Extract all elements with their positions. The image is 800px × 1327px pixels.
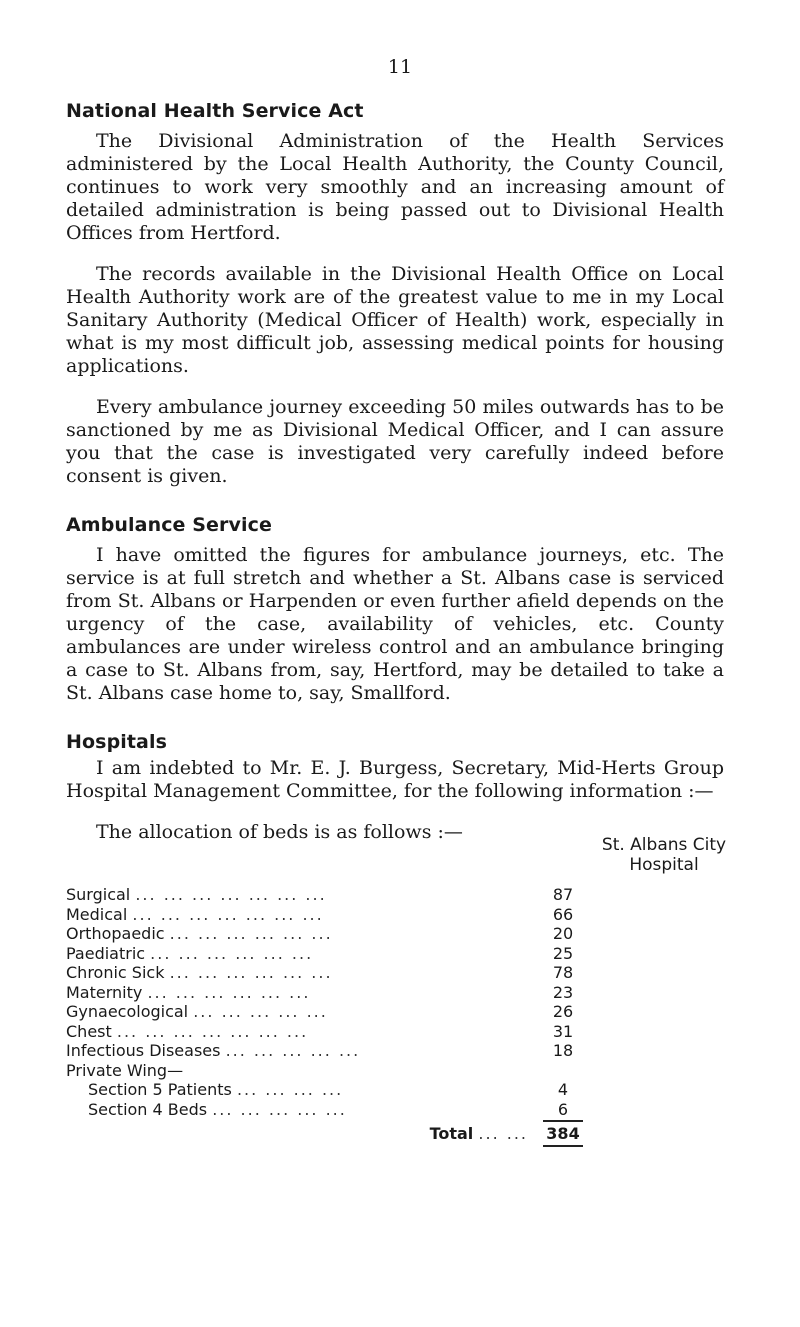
row-label: Section 4 Beds xyxy=(88,1099,208,1119)
page-number: 11 xyxy=(387,56,413,78)
row-label: Chronic Sick xyxy=(66,963,165,982)
leader-dots: ... ... ... ... xyxy=(236,1080,344,1099)
paragraph: The records available in the Divisional Health Office on Local Health Authority work are of the greatest value to me in my Local Sanitary Authority (Medical Officer of Health) work, especially in what is my most difficult job, assessing medical points for housing applications. xyxy=(66,263,724,377)
total-label: Total xyxy=(429,1124,474,1143)
section-nhs-act xyxy=(66,100,724,488)
table-row xyxy=(66,944,598,964)
row-label: Maternity xyxy=(66,982,143,1002)
paragraph: Every ambulance journey exceeding 50 miles outwards has to be sanctioned by me as Divisional Medical Officer, and I can assure you that the case is investigated very carefully indeed before consent is given. xyxy=(66,396,724,487)
row-value: 66 xyxy=(552,904,574,924)
leader-dots: ... ... ... ... ... ... ... xyxy=(135,885,327,904)
row-value: 18 xyxy=(552,1041,574,1060)
table-row xyxy=(66,983,598,1003)
row-value: 78 xyxy=(552,963,574,982)
table-row xyxy=(66,1022,598,1042)
section-hospitals xyxy=(66,731,727,1149)
leader-dots: ... ... ... ... ... ... xyxy=(147,982,311,1002)
row-value: 23 xyxy=(552,982,574,1002)
row-label: Infectious Diseases xyxy=(66,1041,221,1060)
row-label: Surgical xyxy=(66,885,131,904)
heading-ambulance: Ambulance Service xyxy=(66,514,272,536)
leader-dots: ... ... ... ... ... ... ... xyxy=(116,1021,309,1041)
row-label: Chest xyxy=(66,1021,112,1041)
row-value: 6 xyxy=(557,1099,569,1119)
table-row xyxy=(66,905,598,925)
table-row xyxy=(66,963,598,983)
column-header xyxy=(564,835,764,875)
paragraph: The Divisional Administration of the Health Services administered by the Local Health Authority, the County Council, continues to work very smoothly and an increasing amount of detailed administration is being passed out to Divisional Health Offices from Hertford. xyxy=(66,130,724,244)
heading-hospitals: Hospitals xyxy=(66,731,168,753)
leader-dots: ... ... ... ... ... xyxy=(212,1099,347,1119)
table-row xyxy=(66,885,598,905)
row-label: Section 5 Patients xyxy=(88,1080,232,1099)
sum-rule xyxy=(543,1120,583,1122)
paragraph: I have omitted the figures for ambulance journeys, etc. The service is at full stretch and whether a St. Albans case is serviced from St. Albans or Harpenden or even further afield depends on the urgency of the case, availability of vehicles, etc. County ambulances are under wireless control and an ambulance bringing a case to St. Albans from, say, Hertford, may be detailed to take a St. Albans case home to, say, Smallford. xyxy=(66,544,724,704)
section-ambulance xyxy=(66,514,724,705)
heading-nhs-act: National Health Service Act xyxy=(66,100,364,122)
beds-intro: The allocation of beds is as follows :— xyxy=(96,821,463,843)
row-value: 25 xyxy=(552,943,574,963)
row-value: 87 xyxy=(552,885,574,904)
row-label: Paediatric xyxy=(66,943,146,963)
table-row xyxy=(66,1100,598,1125)
leader-dots: ... ... ... ... ... ... ... xyxy=(132,904,324,924)
total-rule xyxy=(543,1145,583,1147)
row-value: 31 xyxy=(552,1021,574,1041)
table-row xyxy=(66,1080,598,1100)
paragraph: I am indebted to Mr. E. J. Burgess, Secretary, Mid-Herts Group Hospital Management Committee, for the following information :— xyxy=(66,757,724,802)
beds-table xyxy=(66,885,598,1149)
row-value: 20 xyxy=(552,924,574,943)
row-value: 26 xyxy=(552,1002,574,1021)
leader-dots: ... ... ... ... ... xyxy=(193,1002,328,1021)
row-label: Medical xyxy=(66,904,128,924)
row-label: Gynaecological xyxy=(66,1002,189,1021)
table-row-private-wing xyxy=(66,1061,598,1081)
column-header-line1: St. Albans City xyxy=(601,835,727,855)
page-content xyxy=(66,100,727,1149)
leader-dots: ... ... ... ... ... ... xyxy=(150,943,314,963)
table-row xyxy=(66,1041,598,1061)
column-header-line2: Hospital xyxy=(629,855,699,875)
leader-dots: ... ... ... ... ... xyxy=(225,1041,361,1060)
table-row xyxy=(66,1002,598,1022)
leader-dots: ... ... ... ... ... ... xyxy=(169,963,333,982)
private-wing-label: Private Wing— xyxy=(66,1060,184,1080)
row-value: 4 xyxy=(557,1080,569,1099)
leader-dots: ... ... ... ... ... ... xyxy=(169,924,333,943)
table-row-total xyxy=(66,1124,598,1149)
table-row xyxy=(66,924,598,944)
leader-dots: ... ... xyxy=(478,1124,528,1143)
row-label: Orthopaedic xyxy=(66,924,165,943)
total-value: 384 xyxy=(546,1124,580,1143)
